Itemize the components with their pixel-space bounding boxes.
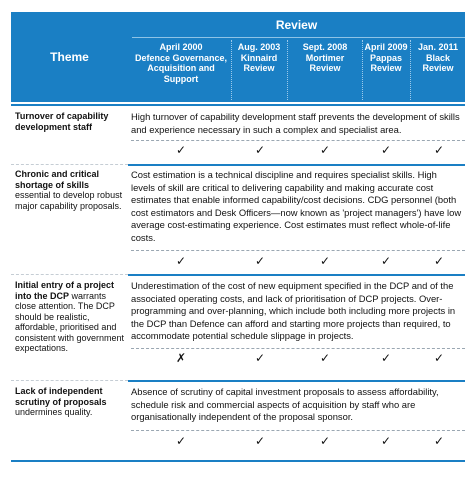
row-description: Absence of scrutiny of capital investment proposals to assess affordability, schedule risk and commercial aspects of acquisition by staff who are organisationally independent of the proposal sponsor. <box>131 386 439 423</box>
row-divider <box>11 164 128 165</box>
review-date: Sept. 2008 <box>302 42 348 52</box>
table-row-theme <box>15 169 125 211</box>
check-icon: ✓ <box>175 143 187 157</box>
review-date: April 2000 <box>159 42 203 52</box>
check-icon: ✓ <box>433 434 445 448</box>
check-icon: ✓ <box>433 254 445 268</box>
theme-detail: warrants close attention. The DCP should be realistic, affordable, prioritised and consistent with government expectations. <box>15 290 125 353</box>
row-divider <box>128 164 465 166</box>
check-icon: ✓ <box>175 254 187 268</box>
row-divider <box>128 274 465 276</box>
check-icon: ✓ <box>380 351 392 365</box>
review-name: Mortimer Review <box>305 52 345 73</box>
check-icon: ✓ <box>254 434 266 448</box>
review-themes-table <box>11 12 465 474</box>
table-row-theme <box>15 111 125 132</box>
description-divider <box>131 250 465 251</box>
theme-detail: undermines quality. <box>15 407 93 417</box>
column-divider <box>287 40 288 100</box>
check-icon: ✓ <box>433 351 445 365</box>
review-column-group-header: Review <box>275 18 318 32</box>
check-icon: ✓ <box>319 143 331 157</box>
review-column-header <box>411 42 465 100</box>
check-icon: ✓ <box>254 351 266 365</box>
check-icon: ✓ <box>319 434 331 448</box>
table-header <box>11 12 465 102</box>
review-date: Aug. 2003 <box>237 42 281 52</box>
row-description: Underestimation of the cost of new equipment specified in the DCP and of the associated operating costs, and lack of prioritisation of DCP projects. Over-programming and over-planning, which include both including more projects in the DCP than Defence can afford and starting more projects than required, to accommodate potential schedule slippage in projects. <box>131 280 456 342</box>
review-column-header <box>363 42 409 100</box>
review-name: Defence Governance, Acquisition and Support <box>134 52 228 84</box>
review-date: Jan. 2011 <box>417 42 459 52</box>
check-icon: ✓ <box>319 254 331 268</box>
check-icon: ✓ <box>175 434 187 448</box>
header-divider <box>132 37 465 38</box>
row-divider <box>11 274 128 275</box>
row-divider <box>11 104 465 106</box>
table-bottom-border <box>11 460 465 462</box>
check-icon: ✓ <box>380 434 392 448</box>
check-icon: ✓ <box>254 143 266 157</box>
review-column-header <box>289 42 361 100</box>
description-divider <box>131 430 465 431</box>
check-icon: ✓ <box>319 351 331 365</box>
theme-title: Lack of independent scrutiny of proposals <box>15 386 107 407</box>
cross-icon: ✗ <box>175 351 187 365</box>
description-divider <box>131 140 465 141</box>
check-icon: ✓ <box>380 143 392 157</box>
theme-title: Turnover of capability development staff <box>15 111 109 132</box>
theme-title: Chronic and critical shortage of skills <box>15 169 100 190</box>
review-name: Pappas Review <box>369 52 402 73</box>
check-icon: ✓ <box>380 254 392 268</box>
row-description: High turnover of capability development staff prevents the development of skills and experience necessary in such a complex and specialist area. <box>131 111 460 135</box>
review-column-header <box>233 42 285 100</box>
row-description: Cost estimation is a technical discipline and requires specialist skills. High levels of skill are critical to delivering capability and making accurate cost estimates that enable informed capability/cost decisions. CDG personnel (both cost estimators and Desk Officers—now known as 'project managers') have low average cost-estimating experience. Cost estimates must reflect whole-of-life costs. <box>131 169 462 243</box>
description-divider <box>131 348 465 349</box>
check-icon: ✓ <box>254 254 266 268</box>
review-date: April 2009 <box>364 42 408 52</box>
check-icon: ✓ <box>433 143 445 157</box>
row-divider <box>11 380 128 381</box>
theme-column-header: Theme <box>50 50 89 64</box>
row-divider <box>128 380 465 382</box>
table-row-theme <box>15 386 125 418</box>
review-name: Kinnaird Review <box>240 52 278 73</box>
review-column-header <box>132 42 230 100</box>
table-row-theme <box>15 280 125 354</box>
column-divider <box>231 40 232 100</box>
review-name: Black Review <box>422 52 454 73</box>
theme-detail: essential to develop robust major capability proposals. <box>15 190 123 211</box>
theme-title: Initial entry of a project into the DCP <box>15 280 115 301</box>
